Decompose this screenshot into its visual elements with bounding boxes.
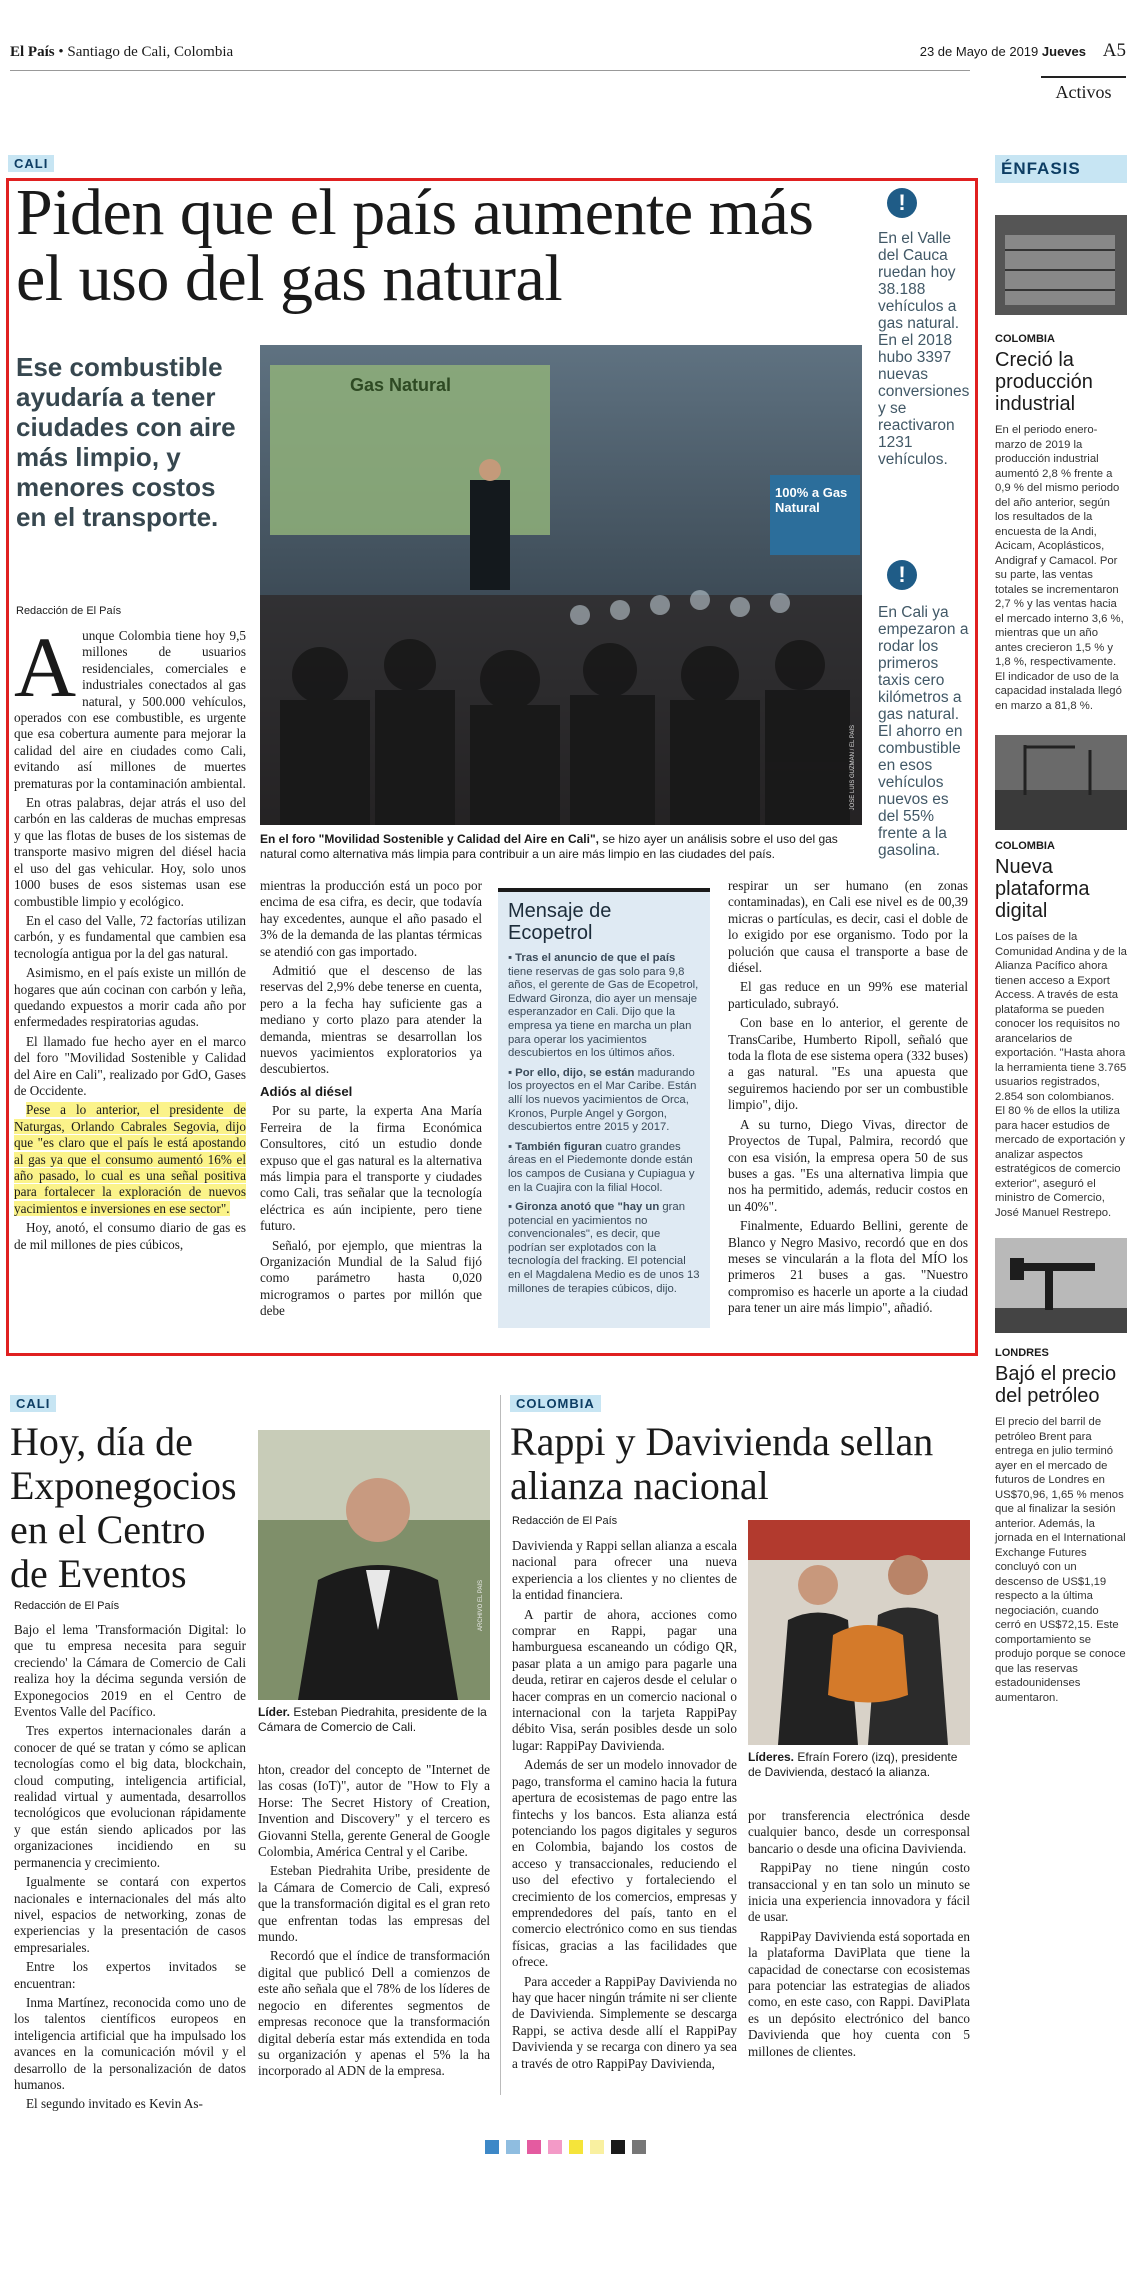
paragraph: Bajo el lema 'Transformación Digital: lo que tu empresa necesita para seguir creciendo' la Cámara de Comercio de Cali realiza hoy la décima segunda versión de Exponegocios 2019 en el Centro de Eventos Valle del Pacífico.: [14, 1622, 246, 1720]
box-item-text: tiene reservas de gas solo para 9,8 años, el gerente de Gas de Ecopetrol, Edward Gironza, dio ayer un mensaje esperanzador en Cali. Dijo que la empresa ya tiene en marcha un plan para operar los yacimientos descubiertos en los últimos años.: [508, 965, 699, 1060]
color-swatch: [569, 2140, 583, 2154]
date-text: 23 de Mayo de 2019: [919, 44, 1039, 59]
box-item: ▪ También figuran cuatro grandes áreas en el Piedemonte donde están los campos de Cusiana y Cupiagua y en la Cuajira con la filial Hocol.: [508, 1140, 695, 1194]
header-rule: [10, 70, 970, 71]
paragraph: Recordó que el índice de transformación digital que publicó Dell a comienzos de este año señala que el 78% de los líderes de negocio en diferentes segmentos de empresas reconoce que la transformación digital debería estar más extendida en toda su organización y apenas el 5% la ha incorporado al ADN de la empresa.: [258, 1948, 490, 2079]
publication-line: [10, 44, 233, 61]
fact-box-1: En el Valle del Cauca ruedan hoy 38.188 vehículos a gas natural. En el 2018 hubo 3397 nuevas conversiones y se reactivaron 1231 vehículos.: [878, 230, 970, 468]
main-column-2: [260, 878, 482, 1323]
sidebar-item-tag: COLOMBIA: [995, 840, 1055, 852]
article2-photo: [258, 1430, 490, 1700]
caption-bold: Líderes.: [748, 1750, 795, 1764]
subhead: Adiós al diésel: [260, 1083, 353, 1099]
box-item-lead: También figuran: [515, 1140, 603, 1153]
sidebar-item-text: En el periodo enero-marzo de 2019 la producción industrial aumentó 2,8 % frente a 0,9 % del mismo periodo del año anterior, según los resultados de la encuesta de la Andi, Acicam, Acoplásticos, Andigraf y Camacol. Por su parte, las ventas totales se incrementaron 2,7 % y las ventas hacia el mercado interno 3,6 %, mientras que un año antes crecieron 1,5 % y 1,8 %, respectivamente. El indicador de uso de la capacidad instalada llegó en marzo a 81,8 %.: [995, 424, 1124, 712]
article3-byline: Redacción de El País: [512, 1515, 618, 1527]
paragraph: Señaló, por ejemplo, que mientras la Organización Mundial de la Salud fijó como parámetro hasta 0,020 microgramos o partes por millón que debe: [260, 1237, 482, 1319]
article3-column-2: [748, 1808, 970, 2063]
article2-headline: Hoy, día de Exponegocios en el Centro de Eventos: [10, 1419, 237, 1596]
article2-byline: Redacción de El País: [14, 1600, 120, 1612]
paragraph: Esteban Piedrahita Uribe, presidente de la Cámara de Comercio de Cali, expresó que la transformación digital es el gran reto que enfrentan todas las empresas del mundo.: [258, 1863, 490, 1945]
article3-caption: [748, 1750, 970, 1780]
box-list: [508, 952, 700, 1296]
paragraph: Inma Martínez, reconocida como uno de los talentos científicos europeos en inteligencia artificial que ha impulsado los avances en la comunicación móvil y el desarrollo de la personalización de datos humanos.: [14, 1994, 246, 2092]
sidebar-item-title: Creció la producción industrial: [995, 349, 1093, 415]
paragraph: Tres expertos internacionales darán a conocer de qué se tratan y cómo se aplican tecnologías como el big data, blockchain, cloud computing, inteligencia artificial, realidad virtual y aumentada, desarrollos tecnológicos que evolucionan rápidamente y que están siendo aplicados por las organizaciones incidiendo en su permanencia y crecimiento.: [14, 1723, 246, 1870]
article2-column-2: [258, 1762, 490, 2083]
column-divider: [500, 1395, 501, 2095]
section-label: Activos: [1041, 76, 1126, 103]
color-swatch: [611, 2140, 625, 2154]
box-item-text: madurando los proyectos en el Mar Caribe. Están allí los nuevos yacimientos de Orca, Kronos, Purple Angel y Gorgon, descubiertos entre 2015 y 2017.: [508, 1066, 697, 1134]
caption-text: Efraín Forero (izq), presidente de Davivienda, destacó la alianza.: [748, 1750, 958, 1779]
box-item-text: cuatro grandes áreas en el Piedemonte donde están los campos de Cusiana y Cupiagua y en la Cuajira con la filial Hocol.: [508, 1140, 695, 1194]
caption-bold: En el foro "Movilidad Sostenible y Calidad del Aire en Cali",: [260, 832, 599, 846]
color-swatch: [632, 2140, 646, 2154]
main-tag-wrap: [8, 155, 49, 173]
page-header: [10, 40, 1126, 70]
caption-text: Esteban Piedrahita, presidente de la Cámara de Comercio de Cali.: [258, 1705, 487, 1734]
article3-tag-wrap: [510, 1395, 601, 1413]
drop-cap: A: [14, 619, 77, 715]
paragraph: Asimismo, en el país existe un millón de hogares que aún cocinan con carbón y leña, quedando expuestos a morir cada año por enfermedades respiratorias agudas.: [14, 965, 246, 1030]
page-number: A5: [1102, 40, 1126, 61]
port-image: [995, 735, 1127, 830]
forum-photo-illustration: [260, 345, 862, 825]
paragraph: RappiPay no tiene ningún costo transaccional y en tan solo un minuto se inicia una experiencia innovadora y fácil de usar.: [748, 1860, 970, 1925]
article3-section-tag: COLOMBIA: [510, 1395, 601, 1412]
enfasis-sidebar: [995, 155, 1127, 2110]
sidebar-title: ÉNFASIS: [995, 155, 1127, 183]
article2-section-tag: CALI: [10, 1395, 56, 1412]
caption-bold: Líder.: [258, 1705, 291, 1719]
sidebar-item-tag: COLOMBIA: [995, 333, 1055, 345]
main-photo: [260, 345, 862, 825]
factory-image: [995, 215, 1127, 315]
article2-column-1: [14, 1622, 246, 2116]
paragraph: Finalmente, Eduardo Bellini, gerente de Blanco y Negro Masivo, recordó que en dos meses se vincularán a la flota del MÍO los primeros 21 buses a gas. "Nuestro compromiso es hacerle un aporte a la ciudad para tener un aire más limpio", añadió.: [728, 1218, 968, 1316]
caption-text: se hizo ayer un análisis sobre el uso del gas natural como alternativa más limpia para contribuir a un aire más limpio en las ciudades del país.: [260, 832, 838, 861]
box-item: ▪ Gironza anotó que "hay un gran potencial en yacimientos no convencionales", es decir, que podrían ser explotados con la tecnología del fracking. El potencial en el Magdalena Medio es de unos 13 millones de terapies cúbicos, dijo.: [508, 1201, 700, 1295]
main-section-tag: CALI: [8, 155, 54, 172]
article2-tag-wrap: [10, 1395, 56, 1413]
paragraph: Por su parte, la experta Ana María Ferreira de la firma Económica Consultores, citó un estudio donde expuso que el gas natural es la alternativa más limpia para el transporte y ciudades como Cali, tras señalar que la tecnología eléctrica es aún incipiente, pero tiene futuro.: [260, 1103, 482, 1234]
article3-column-1: [512, 1538, 737, 2075]
paragraph: En el caso del Valle, 72 factorías utilizan carbón, y es fundamental que cambien esa tecnología antigua por la del gas natural.: [14, 912, 246, 961]
paragraph: Para acceder a RappiPay Davivienda no hay que hacer ningún trámite ni ser cliente de Davivienda. Simplemente se descarga Rappi, se activa desde allí el RappiPay Davivienda y se recarga con dinero ya sea a través de otro RappiPay Davivienda,: [512, 1973, 737, 2071]
fact-box-2: En Cali ya empezaron a rodar los primeros taxis cero kilómetros a gas natural. El ahorro en combustible en esos vehículos nuevos es del 55% frente a la gasolina.: [878, 604, 969, 859]
ecopetrol-box: [498, 888, 710, 1328]
sidebar-item-title: Nueva plataforma digital: [995, 856, 1090, 922]
color-swatch: [485, 2140, 499, 2154]
color-swatch: [590, 2140, 604, 2154]
sidebar-item-text: El precio del barril de petróleo Brent para entrega en julio terminó ayer en el mercado de futuros de Londres en US$70,96, 1,65 % menos que al finalizar la sesión anterior. Además, la jornada en el International Exchange Futures concluyó con un descenso de US$1,19 respecto a la última negociación, cuando cerró en US$72,15. Este comportamiento se produjo porque se conoce que las reservas estadounidenses aumentaron.: [995, 1416, 1126, 1704]
port-illustration: [995, 735, 1127, 830]
paragraph: Entre los expertos invitados se encuentran:: [14, 1959, 246, 1991]
article3-headline: Rappi y Davivienda sellan alianza nacional: [510, 1419, 934, 1508]
box-item: ▪ Tras el anuncio de que el país tiene reservas de gas solo para 9,8 años, el gerente de Gas de Ecopetrol, Edward Gironza, dio ayer un mensaje esperanzador en Cali. Dijo que la empresa ya tiene en marcha un plan para operar los yacimientos descubiertos en los últimos años.: [508, 952, 699, 1060]
main-column-1: [14, 619, 246, 1256]
paragraph: RappiPay Davivienda está soportada en la plataforma DaviPlata que tiene la capacidad de conectarse con ecosistemas para potenciar las estrategias de aliados como, en este caso, con Rappi. DaviPlata es un depósito electrónico del banco Davivienda que hoy cuenta con 5 millones de clientes.: [748, 1928, 970, 2059]
paragraph: Admitió que el descenso de las reservas del 2,9% debe tenerse en cuenta, pero a la fecha hay suficiente gas a mediano y corto plazo para atender la demanda, mientras se desarrollan los nuevos yacimientos exploratorios ya descubiertos.: [260, 963, 482, 1077]
paragraph: mientras la producción está un poco por encima de esa cifra, es decir, que todavía hay excedentes, aunque el año pasado el 3% de la demanda de las plantas térmicas se atendió con gas importado.: [260, 878, 482, 959]
paragraph: A partir de ahora, acciones como comprar en Rappi, pagar una hamburguesa escaneando un código QR, pasar plata a un amigo para pagarle una deuda, retirar en cajeros desde el celular o hacer compras en un comercio nacional o internacional con la tarjeta RappiPay débito Visa, serán posibles desde un solo lugar: RappiPay Davivienda.: [512, 1606, 737, 1753]
photo-credit: ARCHIVO EL PAÍS: [478, 1580, 484, 1632]
sidebar-item-text: Los países de la Comunidad Andina y de la Alianza Pacífico ahora tienen acceso a Export Access. A través de esta plataforma se pueden conocer los requisitos no arancelarios de exportación. "Hasta ahora la herramienta tiene 3.765 usuarios registrados, 2.854 son colombianos. El 80 % de ellos la utiliza para hacer estudios de mercado de exportación y analizar aspectos estratégicos de comercio exterior", aseguró el ministro de Comercio, José Manuel Restrepo.: [995, 931, 1127, 1219]
box-item: ▪ Por ello, dijo, se están madurando los proyectos en el Mar Caribe. Están allí los nuevos yacimientos de Orca, Kronos, Purple Angel y Gorgon, descubiertos entre 2015 y 2017.: [508, 1066, 697, 1134]
exclamation-icon: !: [887, 188, 917, 218]
weekday-text: Jueves: [1041, 44, 1086, 59]
box-item-lead: Por ello, dijo, se están: [515, 1066, 635, 1079]
main-column-4: [728, 878, 968, 1320]
paragraph: Hoy, anotó, el consumo diario de gas es de mil millones de pies cúbicos,: [14, 1220, 246, 1252]
portrait-illustration: [258, 1430, 490, 1700]
oil-pump-illustration: [995, 1238, 1127, 1333]
main-headline: Piden que el país aumente más el uso del gas natural: [16, 176, 814, 315]
paragraph: hton, creador del concepto de "Internet de las cosas (IoT)", autor de "How to Fly a Horse: The Secret History of Creation, Invention and Discovery" y el tercero es Giovanni Stella, gerente General de Google Colombia, América Central y el Caribe.: [258, 1762, 490, 1860]
color-registration-bar: [485, 2140, 653, 2159]
handshake-photo-illustration: [748, 1520, 970, 1745]
box-title: Mensaje de Ecopetrol: [508, 900, 612, 944]
paragraph: Igualmente se contará con expertos nacionales e internacionales del más alto nivel, espacios de networking, zonas de experiencias y la presentación de casos empresariales.: [14, 1874, 246, 1955]
factory-illustration: [995, 215, 1127, 315]
paragraph: respirar un ser humano (en zonas contaminadas), en Cali ese nivel es de 00,39 micras o partículas, es decir, casi el doble de lo exigido por ese organismo. Todo por la polución que causa el transporte a base de diésel.: [728, 878, 968, 976]
paragraph: El gas reduce en un 99% ese material particulado, subrayó.: [728, 979, 968, 1011]
paragraph: El segundo invitado es Kevin As-: [26, 2096, 203, 2112]
oil-pump-image: [995, 1238, 1127, 1333]
publication-location: • Santiago de Cali, Colombia: [54, 44, 234, 60]
paragraph: por transferencia electrónica desde cualquier banco, desde un corresponsal bancario o desde una oficina Davivienda.: [748, 1808, 970, 1856]
photo-screen-text: Gas Natural: [350, 375, 452, 395]
article3-photo: [748, 1520, 970, 1745]
sidebar-item-tag: LONDRES: [995, 1347, 1049, 1359]
article2-caption: [258, 1705, 490, 1735]
main-photo-caption: [260, 832, 862, 862]
paragraph: A su turno, Diego Vivas, director de Proyectos de Tupal, Palmira, recordó que con esa visión, la empresa opera 50 de sus buses a gas. "Es una alternativa limpia que nos ha permitido, además, reducir costos en un 40%".: [728, 1116, 968, 1214]
paragraph: unque Colombia tiene hoy 9,5 millones de usuarios residenciales, comerciales e industriales conectados al gas natural, y 500.000 vehículos, operados con ese combustible, es urgente que esa cobertura aumente para mejorar la calidad del aire en ciudades como Cali, evitando así millones de muertes prematuras por la contaminación ambiental.: [14, 628, 246, 791]
exclamation-icon: !: [887, 560, 917, 590]
highlighted-quote: Pese a lo anterior, el presidente de Naturgas, Orlando Cabrales Segovia, dijo que "es claro que el país le está apostando al gas ya que el consumo aumentó 16% el año pasado, lo cual es una señal positiva para fortalecer la exploración de nuevos yacimientos e inversiones en ese sector".: [14, 1102, 246, 1216]
paragraph: En otras palabras, dejar atrás el uso del carbón en las calderas de muchas empresas y que las flotas de buses de los sistemas de transporte masivo migren del diésel hacia el uso del gas vehicular. Hoy, solo unos 1000 buses de esos sistemas usan ese combustible limpio y ecológico.: [14, 795, 246, 909]
main-byline: Redacción de El País: [16, 605, 122, 617]
sidebar-item-title: Bajó el precio del petróleo: [995, 1363, 1117, 1407]
color-swatch: [506, 2140, 520, 2154]
paragraph: Davivienda y Rappi sellan alianza a escala nacional para ofrecer una nueva experiencia a los clientes y no clientes de la entidad financiera.: [512, 1538, 737, 1603]
color-swatch: [527, 2140, 541, 2154]
main-deck: Ese combustible ayudaría a tener ciudades con aire más limpio, y menores costos en el transporte.: [16, 352, 236, 532]
publication-name: El País: [10, 44, 55, 60]
publication-date: [920, 44, 1086, 59]
paragraph: El llamado fue hecho ayer en el marco del foro "Movilidad Sostenible y Calidad del Aire en Cali", realizado por GdO, Gases de Occidente.: [14, 1033, 246, 1098]
photo-credit: JOSÉ LUIS GUZMÁN / EL PAÍS: [850, 725, 856, 811]
highlighted-paragraph: [14, 1102, 246, 1217]
box-item-lead: Tras el anuncio de que el país: [515, 952, 676, 964]
box-item-lead: Gironza anotó que "hay un: [515, 1201, 660, 1214]
paragraph: Además de ser un modelo innovador de pago, transforma el camino hacia la futura apertura de ecosistemas de pago entre las fintechs y los bancos. Esta alianza está potenciando los pagos digitales y seguros en Colombia, bajando los costos de acceso y transaccionales, reduciendo el uso del efectivo y fortaleciendo el crecimiento de los comercios, empresas y emprendedores del país, tanto en el comercio electrónico como en sus tiendas físicas, gracias a las facilidades que ofrece.: [512, 1757, 737, 1970]
paragraph: Con base en lo anterior, el gerente de TransCaribe, Humberto Ripoll, señaló que toda la flota de ese sistema opera (332 buses) a gas natural. "Es una apuesta que seguiremos haciendo por ser un combustible limpio", dijo.: [728, 1015, 968, 1113]
color-swatch: [548, 2140, 562, 2154]
box-item-text: gran potencial en yacimientos no convencionales", es decir, que podrían ser explotados con la tecnología del fracking. El potencial en el Magdalena Medio es de unos 13 millones de terapies cúbicos, dijo.: [508, 1201, 700, 1295]
photo-banner-text: 100% a Gas Natural: [775, 485, 848, 515]
